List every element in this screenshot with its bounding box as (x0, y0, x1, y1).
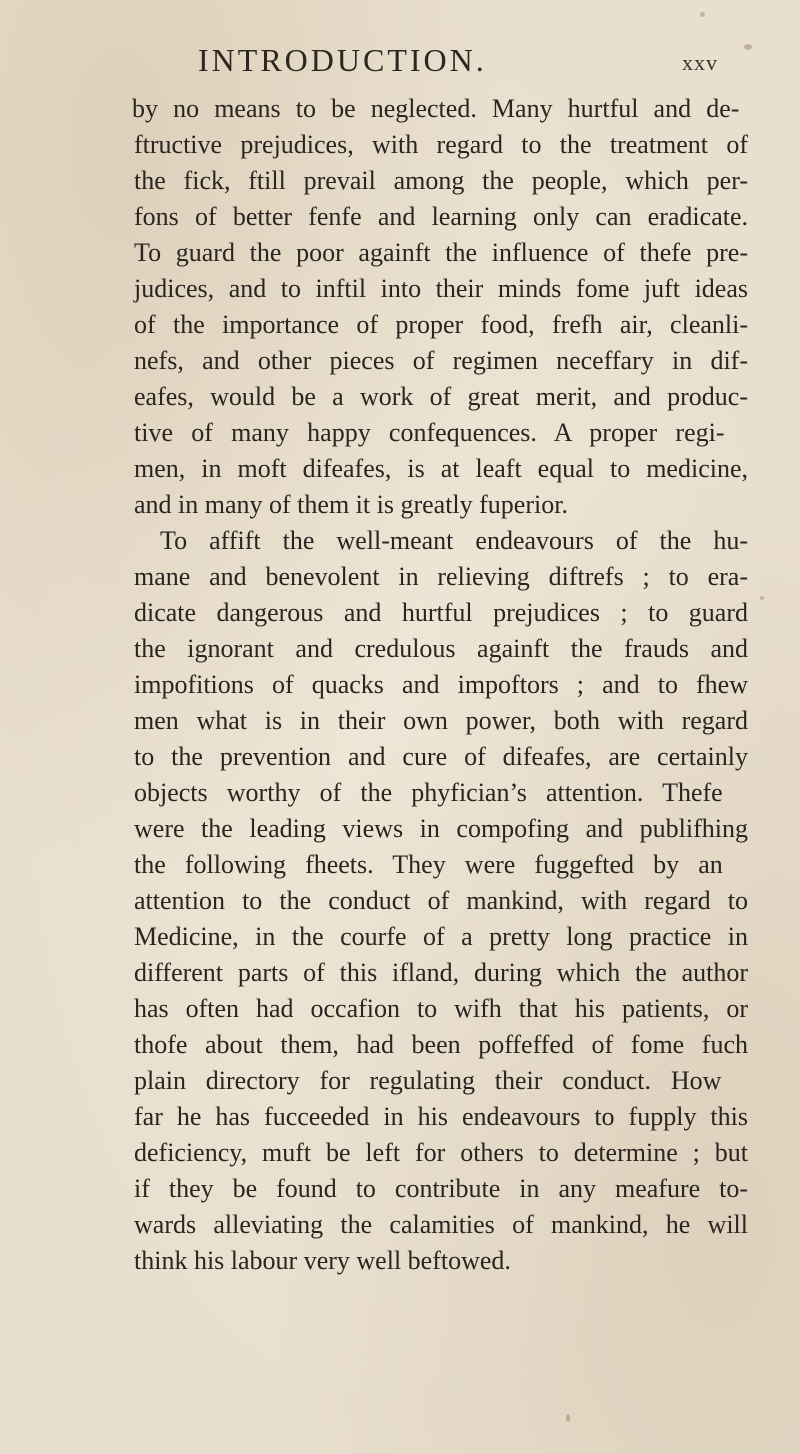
paper-stain (700, 12, 705, 17)
text-line: wards alleviating the calamities of mankind, he will (134, 1210, 748, 1239)
text-line: impofitions of quacks and impoftors ; and to fhew (134, 670, 748, 699)
text-line: eafes, would be a work of great merit, and produc- (134, 382, 748, 411)
text-line: and in many of them it is greatly fuperior. (134, 490, 568, 519)
text-line: mane and benevolent in relieving diftrefs ; to era- (134, 562, 748, 591)
text-line: by no means to be neglected. Many hurtful and de- (132, 94, 740, 123)
paper-stain (744, 44, 752, 50)
text-line: nefs, and other pieces of regimen neceffary in dif- (134, 346, 748, 375)
text-line: deficiency, muft be left for others to determine ; but (134, 1138, 748, 1167)
text-line: plain directory for regulating their conduct. How (134, 1066, 722, 1095)
text-line: the fick, ftill prevail among the people, which per- (134, 166, 748, 195)
text-line: men, in moft difeafes, is at leaft equal to medicine, (134, 454, 748, 483)
text-line: men what is in their own power, both with regard (134, 706, 748, 735)
paper-stain (760, 596, 764, 600)
text-line: has often had occafion to wifh that his patients, or (134, 994, 748, 1023)
text-line: attention to the conduct of mankind, with regard to (134, 886, 748, 915)
text-line: were the leading views in compofing and publifhing (134, 814, 748, 843)
text-line: if they be found to contribute in any meafure to- (134, 1174, 748, 1203)
text-line: tive of many happy confequences. A proper regi- (134, 418, 725, 447)
text-line: To affift the well-meant endeavours of the hu- (160, 526, 748, 555)
text-line: objects worthy of the phyfician’s attention. Thefe (134, 778, 723, 807)
text-line: Medicine, in the courfe of a pretty long practice in (134, 922, 748, 951)
paper-stain (566, 1414, 570, 1422)
text-line: the following fheets. They were fuggefted by an (134, 850, 723, 879)
text-line: to the prevention and cure of difeafes, are certainly (134, 742, 748, 771)
text-line: think his labour very well beftowed. (134, 1246, 511, 1275)
text-line: different parts of this ifland, during which the author (134, 958, 748, 987)
text-line: dicate dangerous and hurtful prejudices ; to guard (134, 598, 748, 627)
text-line: of the importance of proper food, frefh air, cleanli- (134, 310, 748, 339)
text-line: judices, and to inftil into their minds fome juft ideas (134, 274, 748, 303)
page-header (0, 42, 800, 82)
text-line: far he has fucceeded in his endeavours to fupply this (134, 1102, 748, 1131)
text-line: To guard the poor againft the influence of thefe pre- (134, 238, 748, 267)
text-line: the ignorant and credulous againft the frauds and (134, 634, 748, 663)
text-line: thofe about them, had been poffeffed of fome fuch (134, 1030, 748, 1059)
running-title: INTRODUCTION. (198, 42, 487, 78)
text-line: ftructive prejudices, with regard to the treatment of (134, 130, 748, 159)
page-number: xxv (682, 50, 718, 75)
text-line: fons of better fenfe and learning only can eradicate. (134, 202, 748, 231)
